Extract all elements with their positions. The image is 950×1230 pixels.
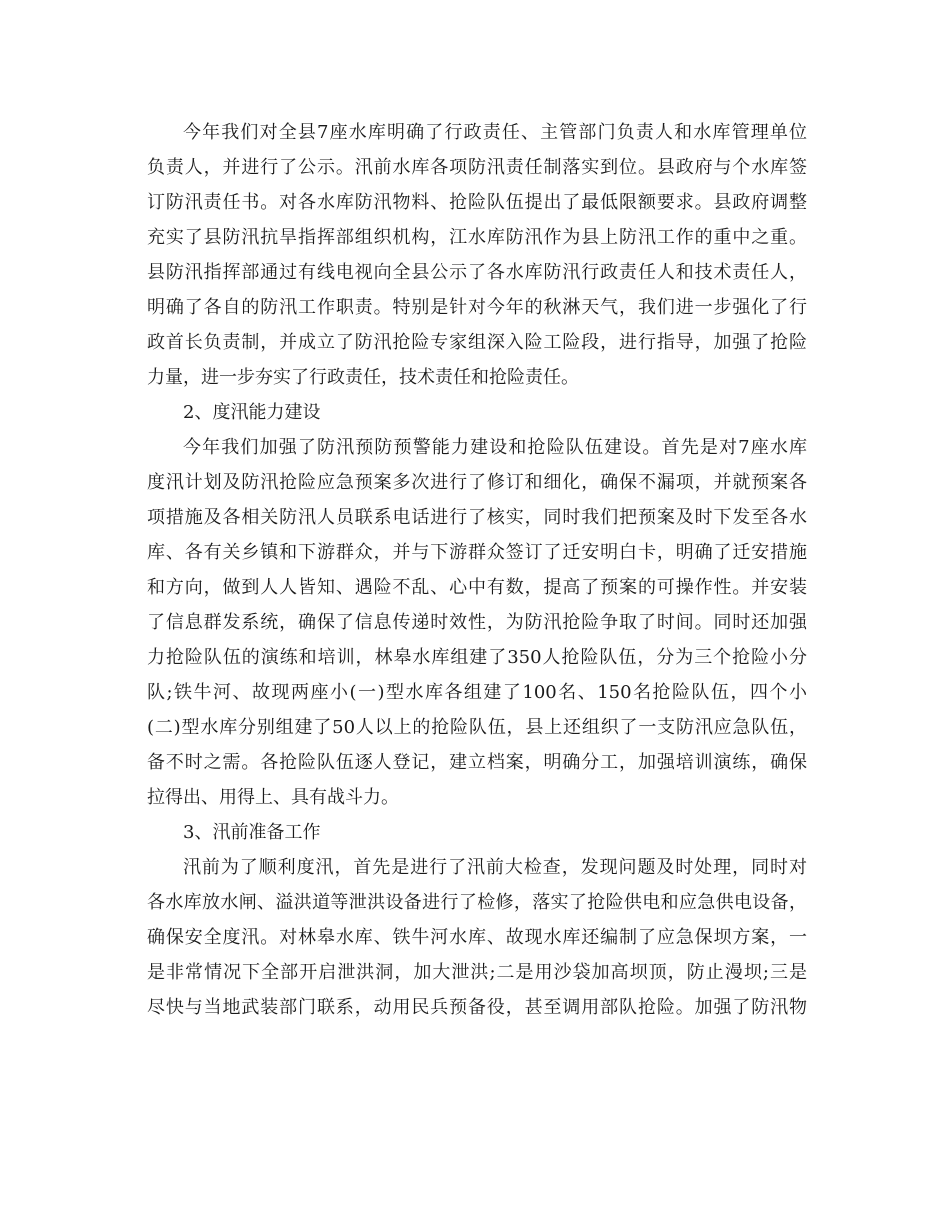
paragraph-1-line-4: 充实了县防汛抗旱指挥部组织机构，江水库防汛作为县上防汛工作的重中之重。 [147, 227, 807, 248]
section-heading-2: 2、度汛能力建设 [183, 402, 321, 423]
paragraph-3-line-5: 尽快与当地武装部门联系，动用民兵预备役，甚至调用部队抢险。加强了防汛物 [147, 997, 807, 1018]
paragraph-2-line-4: 库、各有关乡镇和下游群众，并与下游群众签订了迁安明白卡，明确了迁安措施 [147, 542, 807, 563]
paragraph-2-line-6: 了信息群发系统，确保了信息传递时效性，为防汛抢险争取了时间。同时还加强 [147, 612, 807, 633]
paragraph-1-line-3: 订防汛责任书。对各水库防汛物料、抢险队伍提出了最低限额要求。县政府调整 [147, 192, 807, 213]
paragraph-2-line-11: 拉得出、用得上、具有战斗力。 [147, 787, 399, 808]
paragraph-1-line-8: 力量，进一步夯实了行政责任，技术责任和抢险责任。 [147, 367, 579, 388]
paragraph-1-line-5: 县防汛指挥部通过有线电视向全县公示了各水库防汛行政责任人和技术责任人， [147, 262, 807, 283]
paragraph-2-line-5: 和方向，做到人人皆知、遇险不乱、心中有数，提高了预案的可操作性。并安装 [147, 577, 807, 598]
paragraph-2-line-10: 备不时之需。各抢险队伍逐人登记，建立档案，明确分工，加强培训演练，确保 [147, 752, 807, 773]
paragraph-2-line-1: 今年我们加强了防汛预防预警能力建设和抢险队伍建设。首先是对7座水库 [183, 437, 807, 458]
section-heading-3: 3、汛前准备工作 [183, 822, 321, 843]
paragraph-1-line-2: 负责人，并进行了公示。汛前水库各项防汛责任制落实到位。县政府与个水库签 [147, 157, 807, 178]
paragraph-2-line-9: (二)型水库分别组建了50人以上的抢险队伍，县上还组织了一支防汛应急队伍， [147, 717, 807, 738]
paragraph-3-line-2: 各水库放水闸、溢洪道等泄洪设备进行了检修，落实了抢险供电和应急供电设备， [147, 892, 807, 913]
paragraph-3-line-3: 确保安全度汛。对林皋水库、铁牛河水库、故现水库还编制了应急保坝方案，一 [147, 927, 807, 948]
paragraph-2-line-8: 队;铁牛河、故现两座小(一)型水库各组建了100名、150名抢险队伍，四个小 [147, 682, 807, 703]
paragraph-1-line-7: 政首长负责制，并成立了防汛抢险专家组深入险工险段，进行指导，加强了抢险 [147, 332, 807, 353]
paragraph-2-line-2: 度汛计划及防汛抢险应急预案多次进行了修订和细化，确保不漏项，并就预案各 [147, 472, 807, 493]
paragraph-3-line-4: 是非常情况下全部开启泄洪洞，加大泄洪;二是用沙袋加高坝顶，防止漫坝;三是 [147, 962, 807, 983]
paragraph-2-line-7: 力抢险队伍的演练和培训，林皋水库组建了350人抢险队伍，分为三个抢险小分 [147, 647, 807, 668]
paragraph-1-line-1: 今年我们对全县7座水库明确了行政责任、主管部门负责人和水库管理单位 [183, 122, 807, 143]
paragraph-2-line-3: 项措施及各相关防汛人员联系电话进行了核实，同时我们把预案及时下发至各水 [147, 507, 807, 528]
paragraph-3-line-1: 汛前为了顺利度汛，首先是进行了汛前大检查，发现问题及时处理，同时对 [183, 857, 807, 878]
paragraph-1-line-6: 明确了各自的防汛工作职责。特别是针对今年的秋淋天气，我们进一步强化了行 [147, 297, 807, 318]
